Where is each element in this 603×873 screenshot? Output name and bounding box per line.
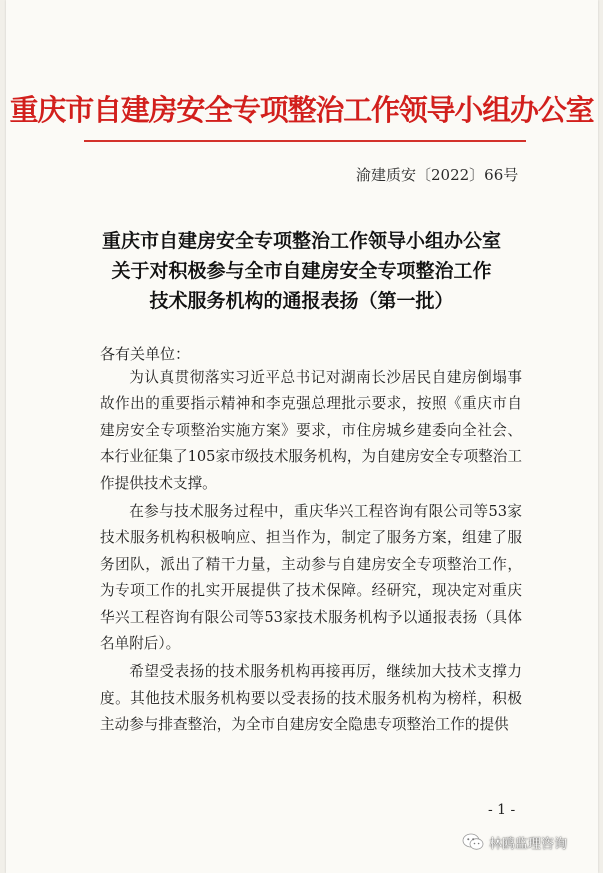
title-line-1: 重庆市自建房安全专项整治工作领导小组办公室 bbox=[101, 230, 501, 252]
issuing-office-header: 重庆市自建房安全专项整治工作领导小组办公室 bbox=[9, 93, 594, 127]
red-divider-line bbox=[84, 140, 526, 142]
wechat-icon bbox=[462, 833, 484, 851]
page-number: - 1 - bbox=[488, 802, 516, 818]
document-title bbox=[0, 226, 603, 316]
body-paragraph: 在参与技术服务过程中，重庆华兴工程咨询有限公司等53家技术服务机构积极响应、担当作为，制定了服务方案，组建了服务团队，派出了精干力量，主动参与自建房安全专项整治工作，为专项工作的扎实开展提供了技术保障。经研究，现决定对重庆华兴工程咨询有限公司等53家技术服务机构予以通报表扬（具体名单附后）。 bbox=[100, 503, 522, 653]
title-line-3: 技术服务机构的通报表扬（第一批） bbox=[149, 290, 454, 312]
document-number: 渝建质安〔2022〕66号 bbox=[356, 166, 519, 184]
salutation: 各有关单位： bbox=[100, 345, 191, 363]
watermark bbox=[462, 832, 567, 852]
body-paragraph: 为认真贯彻落实习近平总书记对湖南长沙居民自建房倒塌事故作出的重要指示精神和李克强总理批示要求，按照《重庆市自建房安全专项整治实施方案》要求，市住房城乡建委向全社会、本行业征集了105家市级技术服务机构，为自建房安全专项整治工作提供技术支撑。 bbox=[100, 369, 522, 492]
body-paragraph: 希望受表扬的技术服务机构再接再厉，继续加大技术支撑力度。其他技术服务机构要以受表扬的技术服务机构为榜样，积极主动参与排查整治，为全市自建房安全隐患专项整治工作的提供 bbox=[100, 663, 522, 734]
document-body bbox=[100, 365, 522, 741]
title-line-2: 关于对积极参与全市自建房安全专项整治工作 bbox=[111, 260, 492, 282]
watermark-label: 林鸥监理咨询 bbox=[489, 836, 568, 852]
